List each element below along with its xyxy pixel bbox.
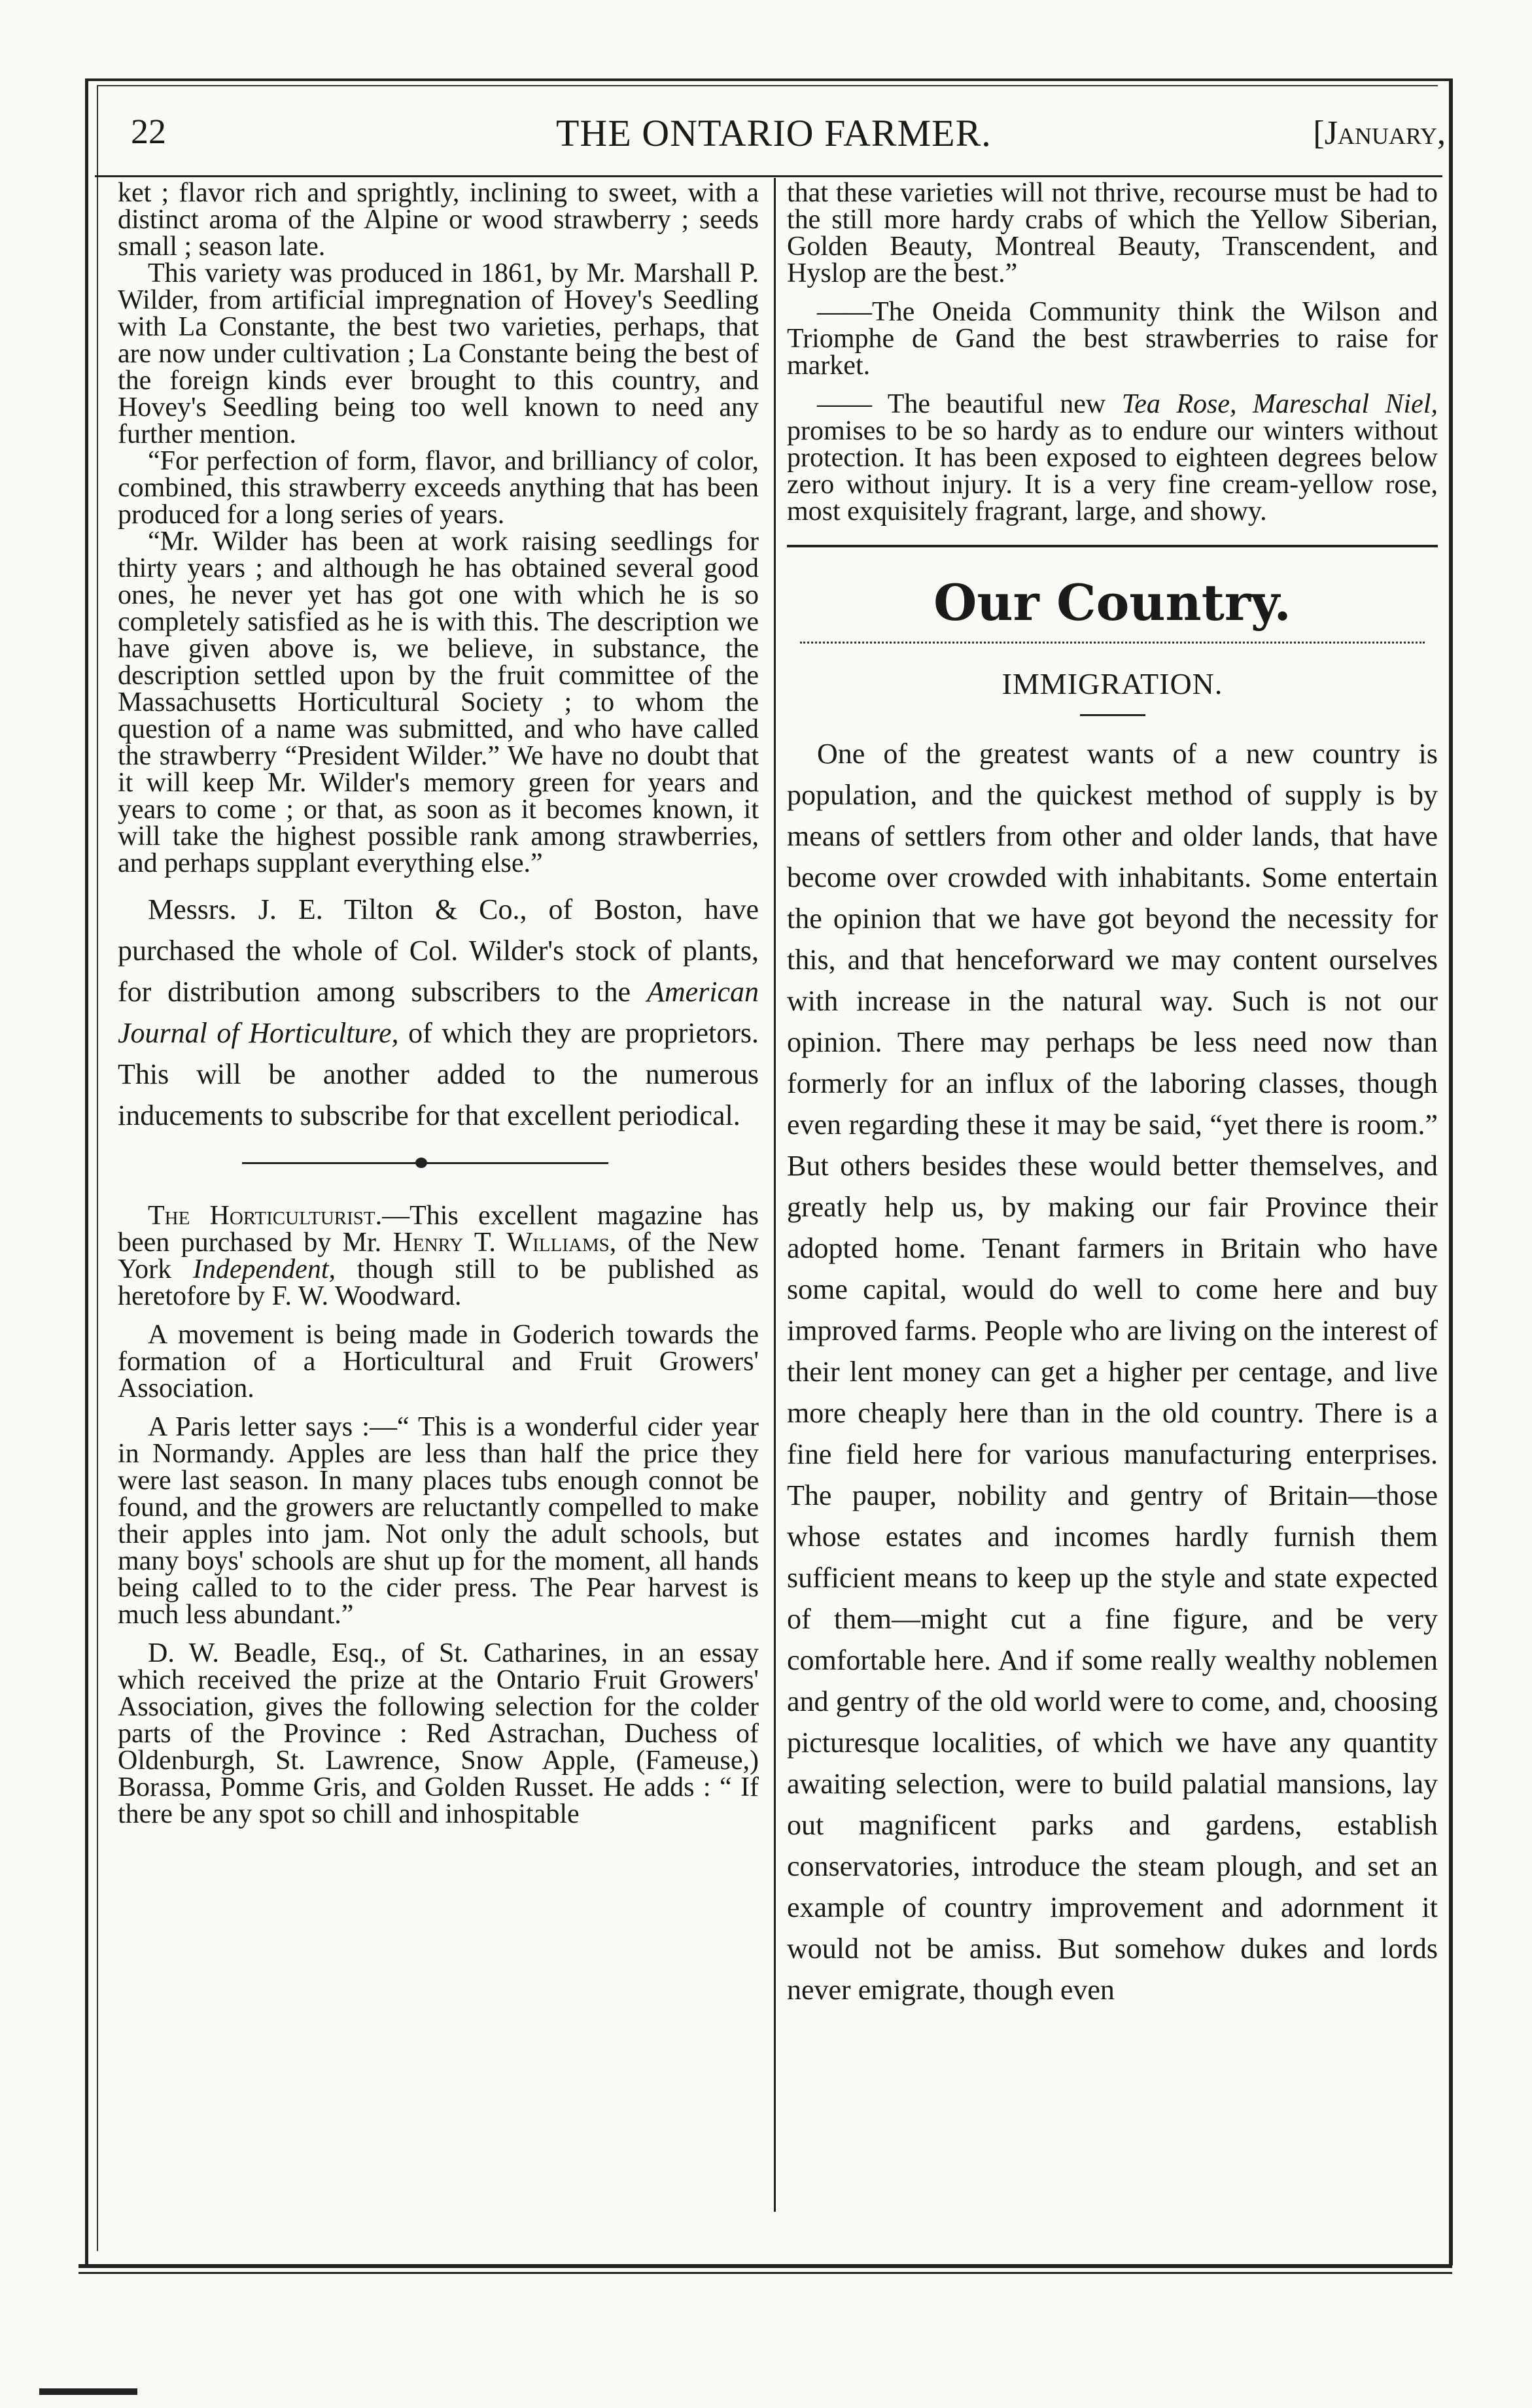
tea-rose-notice <box>787 391 1438 525</box>
wavy-rule <box>800 642 1425 658</box>
bottom-rule-thin <box>78 2272 1452 2274</box>
crab-varieties: that these varieties will not thrive, recourse must be had to the still more hardy crabs of which the Yellow Siberian, Golden Beauty, Montreal Beauty, Transcendent, and Hyslop are the best.” <box>787 178 1438 288</box>
publication-title: THE ONTARIO FARMER. <box>556 112 992 154</box>
strawberry-origin: This variety was produced in 1861, by Mr. Marshall P. Wilder, from artificial impregnation of Hovey's Seedling with La Constante, the best two varieties, perhaps, that are now under cultivation ; La Constante being the best of the foreign kinds ever brought to this country, and Hovey's Seedling being too well known to need any further mention. <box>118 258 759 449</box>
strawberry-description: ket ; flavor rich and sprightly, inclining to sweet, with a distinct aroma of the Alpine or wood strawberry ; seeds small ; season late. <box>118 178 759 262</box>
tea-rose-text-1: —— The beautiful new <box>817 389 1122 419</box>
print-smudge <box>39 2388 137 2395</box>
tilton-notice <box>118 889 759 1136</box>
horticulturist-text-2: of the New York <box>118 1228 759 1284</box>
strawberry-quote-1: “For perfection of form, flavor, and brilliancy of color, combined, this strawberry exceeds anything that has been produced for a long series of years. <box>118 446 759 530</box>
right-column <box>787 180 1438 2010</box>
oneida-notice: ——The Oneida Community think the Wilson and Triomphe de Gand the best strawberries to raise for market. <box>787 297 1438 381</box>
ornamental-rule <box>118 1144 759 1183</box>
page-number: 22 <box>131 112 166 151</box>
bottom-rule-thick <box>78 2264 1452 2268</box>
month-label: January, <box>1324 114 1446 152</box>
heading-rule <box>1080 714 1145 716</box>
left-column <box>118 180 759 1828</box>
header-rule <box>95 175 1442 177</box>
tilton-text-2: of which they are proprietors. This will be another added to the numerous inducements to subscribe for that excellent periodical. <box>118 1017 759 1131</box>
williams-name: Henry T. Williams, <box>392 1228 617 1258</box>
running-header <box>131 105 1446 163</box>
goderich-notice: A movement is being made in Goderich towards the formation of a Horticultural and Fruit Growers' Association. <box>118 1320 759 1403</box>
strawberry-quote-2: “Mr. Wilder has been at work raising seedlings for thirty years ; and although he has obtained several good ones, he never yet has got one with which he is so completely satisfied as he is with this. The description we have given above is, we believe, in substance, the description settled upon by the fruit committee of the Massachusetts Horticultural Society ; to whom the question of a name was submitted, and who have called the strawberry “President Wilder.” We have no doubt that it will keep Mr. Wilder's memory green for years and years to come ; or that, as soon as it becomes known, it will take the highest possible rank among strawberries, and perhaps supplant everything else.” <box>118 526 759 878</box>
tea-rose-name: Tea Rose, Mareschal Niel, <box>1121 389 1438 419</box>
article-heading: IMMIGRATION. <box>1001 667 1223 700</box>
beadle-essay: D. W. Beadle, Esq., of St. Catharines, in an essay which received the prize at the Ontario Fruit Growers' Association, gives the following selection for the colder parts of the Province : Red Astrachan, Duchess of Oldenburgh, St. Lawrence, Snow Apple, (Fameuse,) Borassa, Pomme Gris, and Golden Russet. He adds : “ If there be any spot so chill and inhospitable <box>118 1638 759 1829</box>
horticulturist-text-1: —This excellent magazine has been purchased by Mr. <box>118 1201 759 1258</box>
month-bracket: [ <box>1313 114 1325 152</box>
tea-rose-text-2: promises to be so hardy as to endure our winters without protection. It has been exposed to eighteen degrees below zero without injury. It is a very fine cream-yellow rose, most exquisitely fragrant, large, and showy. <box>787 416 1438 526</box>
independent-title: Independent, <box>192 1254 336 1284</box>
issue-month <box>1313 114 1446 152</box>
ornamental-rule-dot <box>415 1158 427 1168</box>
horticulturist-notice <box>118 1203 759 1310</box>
immigration-article: One of the greatest wants of a new country is population, and the quickest method of supply is by means of settlers from other and older lands, that have become over crowded with inhabitants. Some entertain the opinion that we have got beyond the necessity for this, and that henceforward we may content ourselves with increase in the natural way. Such is not our opinion. There may perhaps be less need now than formerly for an influx of the laboring classes, though even regarding these it may be said, “yet there is room.” But others besides these would better themselves, and greatly help us, by making our fair Province their adopted home. Tenant farmers in Britain who have some capital, would do well to come here and buy improved farms. People who are living on the interest of their lent money can get a higher per centage, and live more cheaply here than in the old country. There is a fine field here for various manufacturing enterprises. The pauper, nobility and gentry of Britain—those whose estates and incomes hardly furnish them sufficient means to keep up the style and state expected of them—might cut a fine figure, and be very comfortable here. And if some really wealthy noblemen and gentry of the old world were to come, and, choosing picturesque localities, of which we have any quantity awaiting selection, were to build palatial mansions, lay out magnificent parks and gardens, establish conservatories, introduce the steam plough, and set an example of country improvement and adornment it would not be amiss. But somehow dukes and lords never emigrate, though even <box>787 738 1438 2006</box>
journal-title: American Journal of Horticulture, <box>118 976 759 1049</box>
column-divider <box>774 178 776 2212</box>
tilton-text-1: Messrs. J. E. Tilton & Co., of Boston, have purchased the whole of Col. Wilder's stock of plants, for distribution among subscribers to the <box>118 893 759 1008</box>
section-rule <box>787 545 1438 547</box>
horticulturist-title: The Horticulturist. <box>148 1201 383 1231</box>
paris-letter: A Paris letter says :—“ This is a wonderful cider year in Normandy. Apples are less than half the price they were last season. In many places tubs enough connot be found, and the growers are reluctantly compelled to make their apples into jam. Not only the adult schools, but many boys' schools are shut up for the moment, all hands being called to to the cider press. The Pear harvest is much less abundant.” <box>118 1412 759 1630</box>
section-title: Our Country. <box>933 574 1291 632</box>
horticulturist-text-3: though still to be published as heretofore by F. W. Woodward. <box>118 1254 759 1311</box>
